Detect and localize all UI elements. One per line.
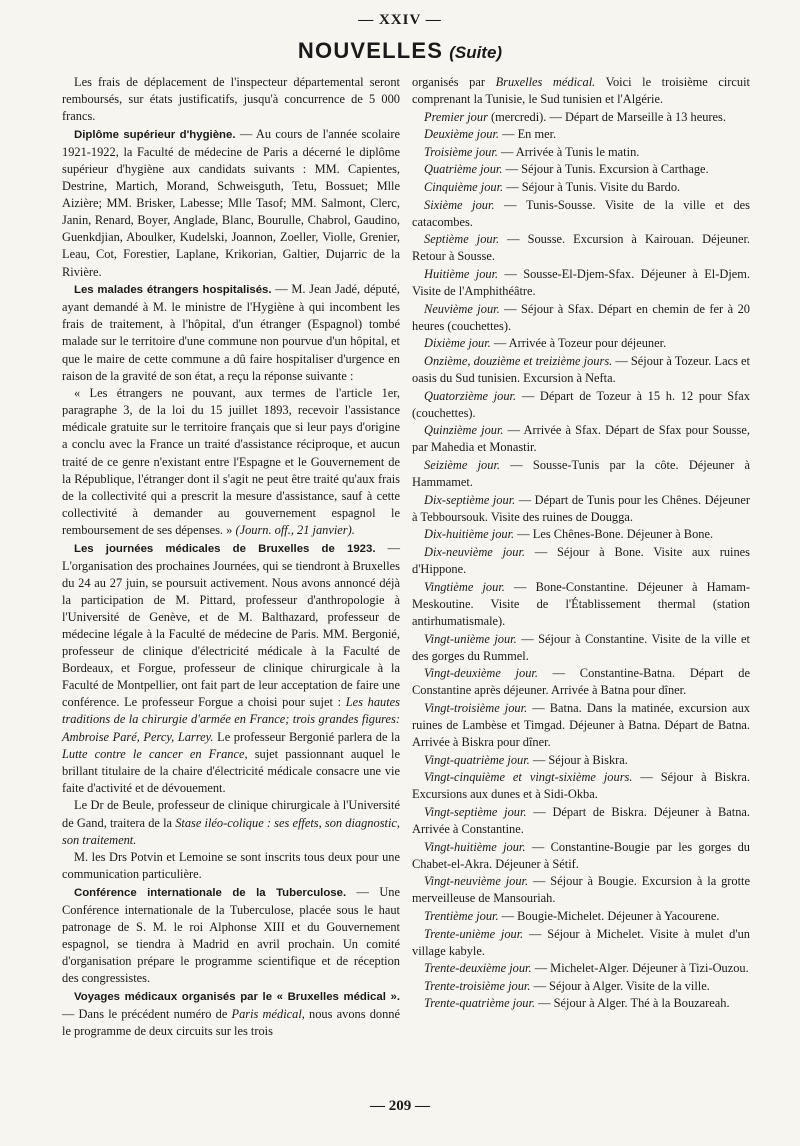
itinerary-entry [412, 353, 750, 387]
text-citation: « Les étrangers ne pouvant, aux termes de l'article 1er, paragraphe 3, de la loi du 15 juillet 1893, recevoir l'assistance médicale gratuite sur le territoire français que si leur pays d'origine a conclu avec la France un traité d'assistance réciproque, et aucun traité de ce genre n'existant entre l'Espagne et le Gouvernement de la République, l'étranger dont il s'agit ne peut être traité qu'aux frais de la collectivité qui a prescrit la mesure d'assistance, sauf à cette collectivité à demander au gouvernement espagnol le remboursement de ses dépenses. » [62, 386, 400, 537]
paragraph-potvin: M. les Drs Potvin et Lemoine se sont inscrits tous deux pour une communication particulière. [62, 850, 400, 882]
page-number: — 209 — [370, 1098, 430, 1114]
paragraph-diplome [62, 126, 400, 281]
itinerary-text: — Batna. Dans la matinée, excursion aux ruines de Lambèse et Timgad. Déjeuner à Batna. Départ de Batna. Arrivée à Biskra pour dîner. [412, 700, 751, 750]
itinerary-text: — Départ de Tozeur à 15 h. 12 pour Sfax (couchettes). [412, 388, 750, 420]
itinerary-text: — Constantine-Bougie par les gorges du Chabet-el-Akra. Déjeuner à Sétif. [412, 839, 750, 871]
itinerary-text: — Séjour à Tunis. Visite du Bardo. [503, 180, 681, 195]
itinerary-entry [412, 422, 750, 456]
itinerary-day: Sixième jour. [424, 197, 495, 212]
itinerary-day: Trente-quatrième jour. [424, 996, 536, 1011]
roman-folio: — XXIV — [358, 12, 442, 28]
itinerary-text: — Bougie-Michelet. Déjeuner à Yacourene. [498, 909, 720, 923]
itinerary-text: — Séjour à Sfax. Départ en chemin de fer à 20 heures (couchettes). [412, 301, 750, 333]
text-voyages-1: — Dans le précédent numéro de [62, 1007, 232, 1022]
paragraph-voyages [62, 988, 400, 1040]
itinerary-entry [412, 839, 750, 873]
text-tuberculose: — Une Conférence internationale de la Tuberculose, placée sous le haut patronage de S. M. le roi Alphonse XIII et du Gouvernement espagnol, se tiendra à Madrid en avril prochain. Un comité d'organisation prépare le programme scientifique et de réception des congressistes. [62, 884, 400, 986]
itinerary-text: (mercredi). — Départ de Marseille à 13 heures. [487, 109, 726, 124]
itinerary-entry [412, 631, 750, 665]
itinerary-entry [412, 197, 750, 231]
itinerary-text: — Sousse. Excursion à Kairouan. Déjeuner. Retour à Sousse. [412, 232, 750, 264]
itinerary-text: — Les Chênes-Bone. Déjeuner à Bone. [514, 527, 714, 542]
itinerary-day: Vingt-huitième jour. [424, 839, 526, 854]
itinerary-text: — En mer. [499, 127, 557, 142]
left-column [62, 74, 400, 1041]
itinerary-entry [412, 457, 750, 491]
itinerary-text: — Bone-Constantine. Déjeuner à Hamam-Meskoutine. Visite de l'Établissement thermal (station antirhumatismale). [412, 579, 750, 628]
itinerary-day: Vingt-troisième jour. [424, 700, 528, 715]
itinerary-entry [412, 926, 750, 960]
itinerary-entry [412, 526, 750, 543]
itinerary-entry [412, 579, 750, 630]
paragraph-beule [62, 797, 400, 848]
itinerary-day: Cinquième jour. [424, 180, 504, 195]
section-title: NOUVELLES [297, 38, 444, 63]
topic-forgue: Les hautes traditions de la chirurgie d'armée en France; trois grandes figures: Ambroise Paré, Percy, Larrey. [62, 695, 400, 744]
itinerary-text: — Départ de Biskra. Déjeuner à Batna. Arrivée à Constantine. [412, 804, 750, 837]
itinerary-day: Deuxième jour. [424, 127, 500, 142]
itinerary-text: — Arrivée à Tozeur pour déjeuner. [490, 336, 667, 351]
itinerary-day: Huitième jour. [424, 267, 499, 282]
itinerary-text: — Séjour à Constantine. Visite de la ville et des gorges du Rummel. [412, 631, 750, 663]
paragraph-journees [62, 540, 400, 797]
rubric-tuberculose: Conférence internationale de la Tuberculose. [74, 886, 347, 899]
topic-bergonie: Lutte contre le cancer en France, [62, 746, 248, 761]
citation-source: (Journ. off., 21 janvier). [235, 522, 355, 537]
itinerary-day: Trentième jour. [424, 909, 499, 923]
itinerary-day: Vingt-cinquième et vingt-sixième jours. [424, 770, 633, 785]
paragraph-malades [62, 281, 400, 385]
paragraph-citation [62, 385, 400, 539]
paragraph-circuit-intro [412, 74, 750, 108]
itinerary-day: Septième jour. [424, 232, 500, 247]
itinerary-entry [412, 109, 750, 126]
rubric-malades: Les malades étrangers hospitalisés. [74, 284, 272, 297]
itinerary-text: — Michelet-Alger. Déjeuner à Tizi-Ouzou. [531, 961, 749, 976]
itinerary-day: Quatrième jour. [424, 162, 503, 177]
itinerary-day: Vingt-neuvième jour. [424, 874, 529, 889]
rubric-journees: Les journées médicales de Bruxelles de 1923. [74, 542, 376, 555]
paragraph-tuberculose [62, 884, 400, 988]
text-diplome: — Au cours de l'année scolaire 1921-1922, la Faculté de médecine de Paris a décerné le diplôme supérieur d'hygiène aux candidats suivants : MM. Capientes, Destrine, Martich, Morand, Schweisguth, Tetu, Bossuet; Mlle Aizière; MM. Brisker, Labesse; Mlle Tasof; MM. Salmont, Clerc, Janin, Renard, Boyer, Anglade, Blanc, Bourulle, Chabrol, Gaudino, Guenkdjian, Aboulker, Kudelski, Joannon, Zoeller, Violle, Grenier, Leau, Cot, Forestier, Laplane, Krikorian, Galtier, Dujarric de la Rivière. [62, 126, 401, 279]
text-intro-2: Voici le troisième circuit comprenant la Tunisie, le Sud tunisien et l'Algérie. [412, 75, 750, 107]
itinerary-text: — Sousse-Tunis par la côte. Déjeuner à Hammamet. [412, 458, 750, 490]
text-journees-1: — L'organisation des prochaines Journées, qui se tiendront à Bruxelles du 24 au 27 juin, se poursuit activement. Nous avons annoncé déjà la participation de M. Pittard, professeur d'anthropologie à l'Université de Genève, et de M. Balthazard, professeur de médecine légale à la Faculté de médecine de Paris. MM. Bergonié, professeur de clinique d'électricité médicale à la Faculté de Bordeaux, et Forgue, professeur de clinique chirurgicale à la Faculté de Montpellier, ont fait part de leur acceptation de faire une conférence. Le professeur Forgue a choisi pour sujet : [62, 540, 400, 710]
text-voyages-2: nous avons donné le programme de deux circuits sur les trois [62, 1007, 400, 1039]
itinerary-entry [412, 978, 750, 995]
itinerary-entry [412, 752, 750, 769]
itinerary-text: — Constantine-Batna. Départ de Constantine après déjeuner. Arrivée à Batna pour dîner. [412, 666, 750, 698]
itinerary-day: Seizième jour. [424, 458, 500, 473]
itinerary-text: — Séjour à Biskra. [529, 752, 628, 767]
itinerary-entry [412, 388, 750, 422]
itinerary-text: — Séjour à Alger. Visite de la ville. [530, 978, 710, 993]
itinerary-entry [412, 804, 750, 838]
itinerary-text: — Séjour à Tunis. Excursion à Carthage. [502, 162, 709, 177]
journal-name: Paris médical, [231, 1007, 305, 1022]
itinerary-entry [412, 544, 750, 578]
itinerary-text: — Séjour à Biskra. Excursions aux dunes et à Sidi-Okba. [412, 770, 750, 802]
itinerary-day: Dixième jour. [424, 336, 491, 351]
itinerary-entry [412, 492, 750, 526]
itinerary-text: — Séjour à Tozeur. Lacs et oasis du Sud tunisien. Excursion à Nefta. [412, 354, 750, 386]
itinerary-text: — Séjour à Bone. Visite aux ruines d'Hippone. [412, 545, 750, 577]
text-beule: Le Dr de Beule, professeur de clinique chirurgicale à l'Université de Gand, traitera de la [62, 798, 400, 830]
itinerary-text: — Départ de Tunis pour les Chênes. Déjeuner à Tebboursouk. Visite des ruines de Dougga. [412, 492, 751, 524]
itinerary-entry [412, 179, 750, 196]
itinerary-entry [412, 301, 750, 335]
itinerary-text: — Arrivée à Sfax. Départ de Sfax pour Sousse, par Mahedia et Monastir. [412, 423, 750, 455]
itinerary-day: Dix-septième jour. [424, 492, 516, 507]
itinerary-day: Troisième jour. [424, 144, 498, 159]
paragraph-inspecteur: Les frais de déplacement de l'inspecteur départemental seront remboursés, sur états justificatifs, jusqu'à concurrence de 5 000 francs. [62, 75, 400, 124]
itinerary-entry [412, 908, 750, 925]
topic-beule: Stase iléo-colique : ses effets, son diagnostic, son traitement. [62, 815, 400, 847]
itinerary-list [412, 109, 750, 1013]
section-suite: (Suite) [449, 43, 503, 62]
itinerary-day: Vingt-deuxième jour. [424, 666, 538, 681]
itinerary-day: Neuvième jour. [424, 301, 500, 316]
itinerary-day: Vingt-quatrième jour. [424, 752, 530, 767]
itinerary-day: Vingt-septième jour. [424, 804, 527, 819]
itinerary-entry [412, 873, 750, 907]
itinerary-entry [412, 960, 750, 977]
itinerary-text: — Sousse-El-Djem-Sfax. Déjeuner à El-Djem. Visite de l'Amphithéâtre. [412, 267, 750, 299]
itinerary-day: Dix-huitième jour. [424, 527, 515, 542]
itinerary-text: — Arrivée à Tunis le matin. [497, 144, 640, 159]
rubric-diplome: Diplôme supérieur d'hygiène. [74, 128, 236, 141]
itinerary-entry [412, 231, 750, 265]
rubric-voyages: Voyages médicaux organisés par le « Bruxelles médical ». [74, 990, 400, 1003]
itinerary-text: — Séjour à Bougie. Excursion à la grotte merveilleuse de Mansouriah. [412, 874, 750, 906]
itinerary-day: Dix-neuvième jour. [424, 545, 525, 560]
itinerary-text: — Séjour à Michelet. Visite à mulet d'un village kabyle. [412, 926, 750, 958]
itinerary-day: Onzième, douzième et treizième jours. [424, 354, 613, 368]
itinerary-entry [412, 266, 750, 300]
right-column [412, 74, 750, 1013]
itinerary-entry [412, 161, 750, 178]
text-malades: — M. Jean Jadé, député, ayant demandé à M. le ministre de l'Hygiène à qui incombent les frais de traitement, à l'hôpital, d'un étranger (Espagnol) tombé malade sur le territoire d'une commune non pourvue d'un hôpital, et que le maire de cette commune a dû faire hospitaliser d'urgence en raison de la gravité de son état, a reçu la réponse suivante : [62, 282, 400, 383]
itinerary-entry [412, 700, 750, 751]
itinerary-entry [412, 126, 750, 143]
text-intro-1: organisés par [412, 75, 496, 89]
itinerary-day: Trente-deuxième jour. [424, 961, 532, 976]
itinerary-day: Quatorzième jour. [424, 388, 517, 403]
itinerary-entry [412, 144, 750, 161]
itinerary-day: Premier jour [424, 109, 488, 124]
itinerary-day: Trente-troisième jour. [424, 978, 531, 993]
section-header [0, 38, 800, 64]
itinerary-day: Vingt-unième jour. [424, 631, 517, 646]
text-journees-3: sujet passionnant auquel le brillant titulaire de la chaire d'électricité médicale consacre une vie faite d'activité et de dévouement. [62, 746, 400, 795]
text-journees-2: Le professeur Bergonié parlera de la [213, 729, 400, 744]
itinerary-day: Vingtième jour. [424, 579, 505, 594]
itinerary-entry [412, 665, 750, 699]
itinerary-entry [412, 769, 750, 803]
itinerary-text: — Séjour à Alger. Thé à la Bouzareah. [535, 996, 730, 1011]
itinerary-entry [412, 335, 750, 352]
journal-bruxelles: Bruxelles médical. [495, 75, 596, 89]
itinerary-entry [412, 995, 750, 1012]
itinerary-day: Trente-unième jour. [424, 926, 524, 941]
itinerary-text: — Tunis-Sousse. Visite de la ville et des catacombes. [412, 197, 750, 229]
itinerary-day: Quinzième jour. [424, 423, 504, 438]
